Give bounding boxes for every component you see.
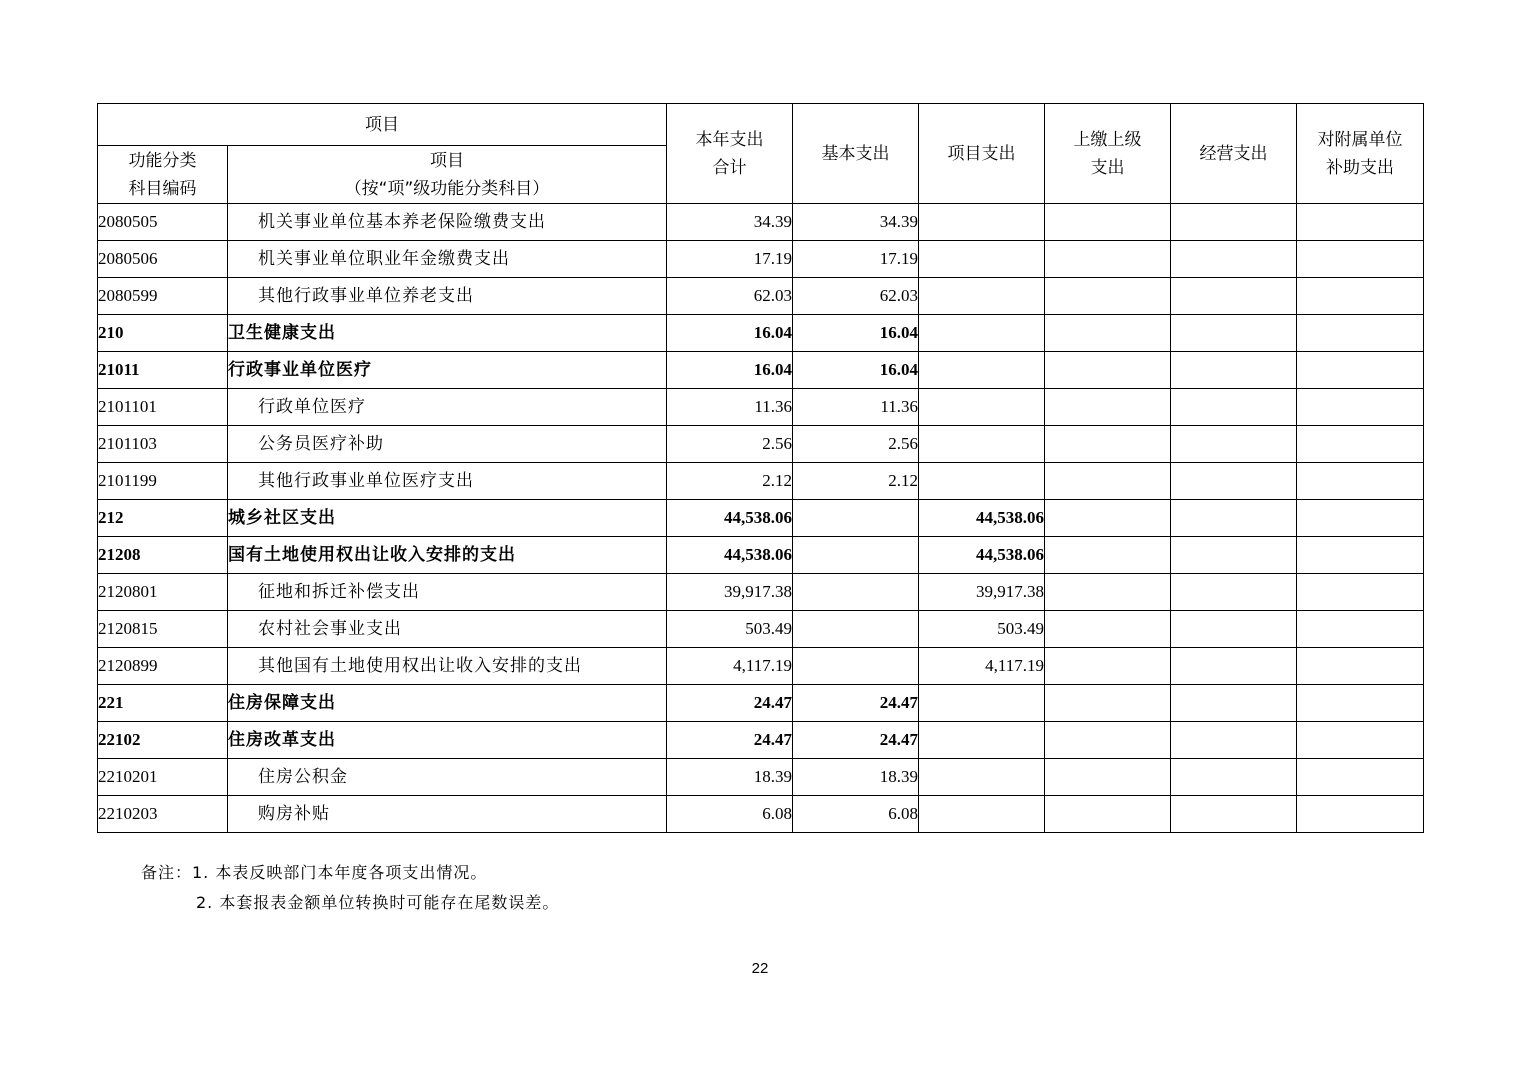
cell-name: 机关事业单位职业年金缴费支出 <box>228 241 667 278</box>
table-row <box>98 463 1424 500</box>
cell-total: 6.08 <box>667 796 793 833</box>
cell-business <box>1171 352 1297 389</box>
table-row <box>98 574 1424 611</box>
cell-subsidy <box>1297 574 1424 611</box>
cell-name: 城乡社区支出 <box>228 500 667 537</box>
cell-basic: 2.56 <box>793 426 919 463</box>
cell-project <box>919 796 1045 833</box>
cell-upper <box>1045 389 1171 426</box>
cell-basic: 24.47 <box>793 685 919 722</box>
header-total-line2: 合计 <box>712 157 747 178</box>
page-number: 22 <box>751 960 769 977</box>
header-item-name-line2: （按“项”级功能分类科目） <box>344 178 550 199</box>
cell-total: 16.04 <box>667 352 793 389</box>
cell-basic: 16.04 <box>793 352 919 389</box>
cell-basic: 62.03 <box>793 278 919 315</box>
table-row <box>98 611 1424 648</box>
cell-upper <box>1045 278 1171 315</box>
cell-code: 221 <box>98 685 228 722</box>
cell-name: 行政单位医疗 <box>228 389 667 426</box>
header-upper <box>1045 104 1171 204</box>
cell-upper <box>1045 759 1171 796</box>
cell-upper <box>1045 241 1171 278</box>
cell-subsidy <box>1297 685 1424 722</box>
cell-code: 2210201 <box>98 759 228 796</box>
cell-upper <box>1045 796 1171 833</box>
cell-business <box>1171 611 1297 648</box>
cell-name: 其他国有土地使用权出让收入安排的支出 <box>228 648 667 685</box>
cell-project: 39,917.38 <box>919 574 1045 611</box>
cell-business <box>1171 241 1297 278</box>
table-row <box>98 389 1424 426</box>
header-upper-line2: 支出 <box>1090 157 1125 178</box>
cell-project <box>919 463 1045 500</box>
cell-project <box>919 685 1045 722</box>
cell-name: 购房补贴 <box>228 796 667 833</box>
cell-code: 2120815 <box>98 611 228 648</box>
expenditure-table <box>97 103 1424 833</box>
cell-total: 11.36 <box>667 389 793 426</box>
cell-total: 44,538.06 <box>667 500 793 537</box>
cell-business <box>1171 648 1297 685</box>
cell-subsidy <box>1297 278 1424 315</box>
header-project: 项目支出 <box>919 104 1045 204</box>
cell-total: 44,538.06 <box>667 537 793 574</box>
cell-code: 210 <box>98 315 228 352</box>
table-row <box>98 796 1424 833</box>
cell-project <box>919 315 1045 352</box>
cell-total: 24.47 <box>667 685 793 722</box>
cell-basic: 18.39 <box>793 759 919 796</box>
header-func-code-line2: 科目编码 <box>128 178 197 199</box>
cell-project: 44,538.06 <box>919 537 1045 574</box>
cell-basic: 16.04 <box>793 315 919 352</box>
cell-name: 其他行政事业单位养老支出 <box>228 278 667 315</box>
table-row <box>98 500 1424 537</box>
cell-subsidy <box>1297 722 1424 759</box>
cell-business <box>1171 426 1297 463</box>
table-row <box>98 722 1424 759</box>
cell-total: 62.03 <box>667 278 793 315</box>
note-line-2: 2. 本套报表金额单位转换时可能存在尾数误差。 <box>196 893 560 912</box>
header-total <box>667 104 793 204</box>
cell-basic: 2.12 <box>793 463 919 500</box>
cell-basic <box>793 611 919 648</box>
cell-upper <box>1045 500 1171 537</box>
cell-name: 农村社会事业支出 <box>228 611 667 648</box>
header-func-code-line1: 功能分类 <box>128 150 197 171</box>
cell-subsidy <box>1297 796 1424 833</box>
cell-name: 住房公积金 <box>228 759 667 796</box>
cell-project <box>919 426 1045 463</box>
notes <box>141 858 559 918</box>
cell-upper <box>1045 204 1171 241</box>
cell-basic <box>793 648 919 685</box>
cell-name: 公务员医疗补助 <box>228 426 667 463</box>
cell-total: 16.04 <box>667 315 793 352</box>
header-basic: 基本支出 <box>793 104 919 204</box>
cell-upper <box>1045 315 1171 352</box>
cell-code: 2120801 <box>98 574 228 611</box>
cell-code: 2210203 <box>98 796 228 833</box>
cell-code: 21208 <box>98 537 228 574</box>
cell-project: 44,538.06 <box>919 500 1045 537</box>
table-row <box>98 278 1424 315</box>
header-item-name-line1: 项目 <box>430 150 464 171</box>
table-row <box>98 537 1424 574</box>
table-row <box>98 685 1424 722</box>
cell-subsidy <box>1297 611 1424 648</box>
table-row <box>98 241 1424 278</box>
cell-business <box>1171 204 1297 241</box>
cell-upper <box>1045 574 1171 611</box>
cell-basic: 24.47 <box>793 722 919 759</box>
header-total-line1: 本年支出 <box>695 129 764 150</box>
header-subsidy <box>1297 104 1424 204</box>
cell-upper <box>1045 685 1171 722</box>
cell-business <box>1171 722 1297 759</box>
table-row <box>98 315 1424 352</box>
cell-subsidy <box>1297 389 1424 426</box>
cell-business <box>1171 278 1297 315</box>
cell-basic <box>793 500 919 537</box>
header-subsidy-line1: 对附属单位 <box>1317 129 1403 150</box>
header-subsidy-line2: 补助支出 <box>1326 157 1394 178</box>
cell-project <box>919 278 1045 315</box>
cell-code: 2101199 <box>98 463 228 500</box>
cell-code: 2080505 <box>98 204 228 241</box>
cell-total: 2.56 <box>667 426 793 463</box>
cell-basic: 11.36 <box>793 389 919 426</box>
cell-code: 2120899 <box>98 648 228 685</box>
table-row <box>98 204 1424 241</box>
header-item-group: 项目 <box>98 104 667 146</box>
cell-upper <box>1045 537 1171 574</box>
cell-subsidy <box>1297 241 1424 278</box>
cell-upper <box>1045 722 1171 759</box>
cell-name: 住房改革支出 <box>228 722 667 759</box>
cell-total: 17.19 <box>667 241 793 278</box>
cell-subsidy <box>1297 204 1424 241</box>
cell-business <box>1171 389 1297 426</box>
cell-subsidy <box>1297 500 1424 537</box>
cell-project <box>919 352 1045 389</box>
cell-upper <box>1045 648 1171 685</box>
cell-code: 21011 <box>98 352 228 389</box>
cell-total: 503.49 <box>667 611 793 648</box>
cell-upper <box>1045 463 1171 500</box>
cell-basic: 17.19 <box>793 241 919 278</box>
cell-total: 18.39 <box>667 759 793 796</box>
cell-basic <box>793 537 919 574</box>
cell-subsidy <box>1297 426 1424 463</box>
header-item-name <box>228 146 667 204</box>
cell-project <box>919 759 1045 796</box>
cell-subsidy <box>1297 463 1424 500</box>
cell-subsidy <box>1297 759 1424 796</box>
cell-code: 212 <box>98 500 228 537</box>
cell-total: 2.12 <box>667 463 793 500</box>
cell-code: 2101103 <box>98 426 228 463</box>
cell-subsidy <box>1297 648 1424 685</box>
cell-name: 卫生健康支出 <box>228 315 667 352</box>
cell-name: 住房保障支出 <box>228 685 667 722</box>
cell-basic <box>793 574 919 611</box>
table-row <box>98 352 1424 389</box>
cell-business <box>1171 685 1297 722</box>
note-line-1: 备注：1. 本表反映部门本年度各项支出情况。 <box>141 863 488 882</box>
cell-basic: 34.39 <box>793 204 919 241</box>
cell-code: 2080506 <box>98 241 228 278</box>
cell-total: 24.47 <box>667 722 793 759</box>
cell-total: 4,117.19 <box>667 648 793 685</box>
table-row <box>98 426 1424 463</box>
cell-business <box>1171 500 1297 537</box>
cell-code: 22102 <box>98 722 228 759</box>
cell-name: 国有土地使用权出让收入安排的支出 <box>228 537 667 574</box>
cell-project: 4,117.19 <box>919 648 1045 685</box>
cell-business <box>1171 759 1297 796</box>
cell-subsidy <box>1297 315 1424 352</box>
header-upper-line1: 上缴上级 <box>1073 129 1142 150</box>
cell-subsidy <box>1297 352 1424 389</box>
cell-business <box>1171 463 1297 500</box>
cell-upper <box>1045 352 1171 389</box>
cell-business <box>1171 315 1297 352</box>
cell-upper <box>1045 611 1171 648</box>
cell-project: 503.49 <box>919 611 1045 648</box>
cell-business <box>1171 796 1297 833</box>
cell-business <box>1171 537 1297 574</box>
cell-total: 39,917.38 <box>667 574 793 611</box>
header-business: 经营支出 <box>1171 104 1297 204</box>
header-func-code <box>98 146 228 204</box>
table-row <box>98 648 1424 685</box>
cell-basic: 6.08 <box>793 796 919 833</box>
cell-name: 机关事业单位基本养老保险缴费支出 <box>228 204 667 241</box>
cell-name: 其他行政事业单位医疗支出 <box>228 463 667 500</box>
table-row <box>98 759 1424 796</box>
cell-project <box>919 204 1045 241</box>
cell-subsidy <box>1297 537 1424 574</box>
cell-code: 2101101 <box>98 389 228 426</box>
cell-code: 2080599 <box>98 278 228 315</box>
cell-project <box>919 241 1045 278</box>
cell-business <box>1171 574 1297 611</box>
cell-name: 征地和拆迁补偿支出 <box>228 574 667 611</box>
cell-upper <box>1045 426 1171 463</box>
cell-project <box>919 722 1045 759</box>
cell-project <box>919 389 1045 426</box>
cell-name: 行政事业单位医疗 <box>228 352 667 389</box>
cell-total: 34.39 <box>667 204 793 241</box>
